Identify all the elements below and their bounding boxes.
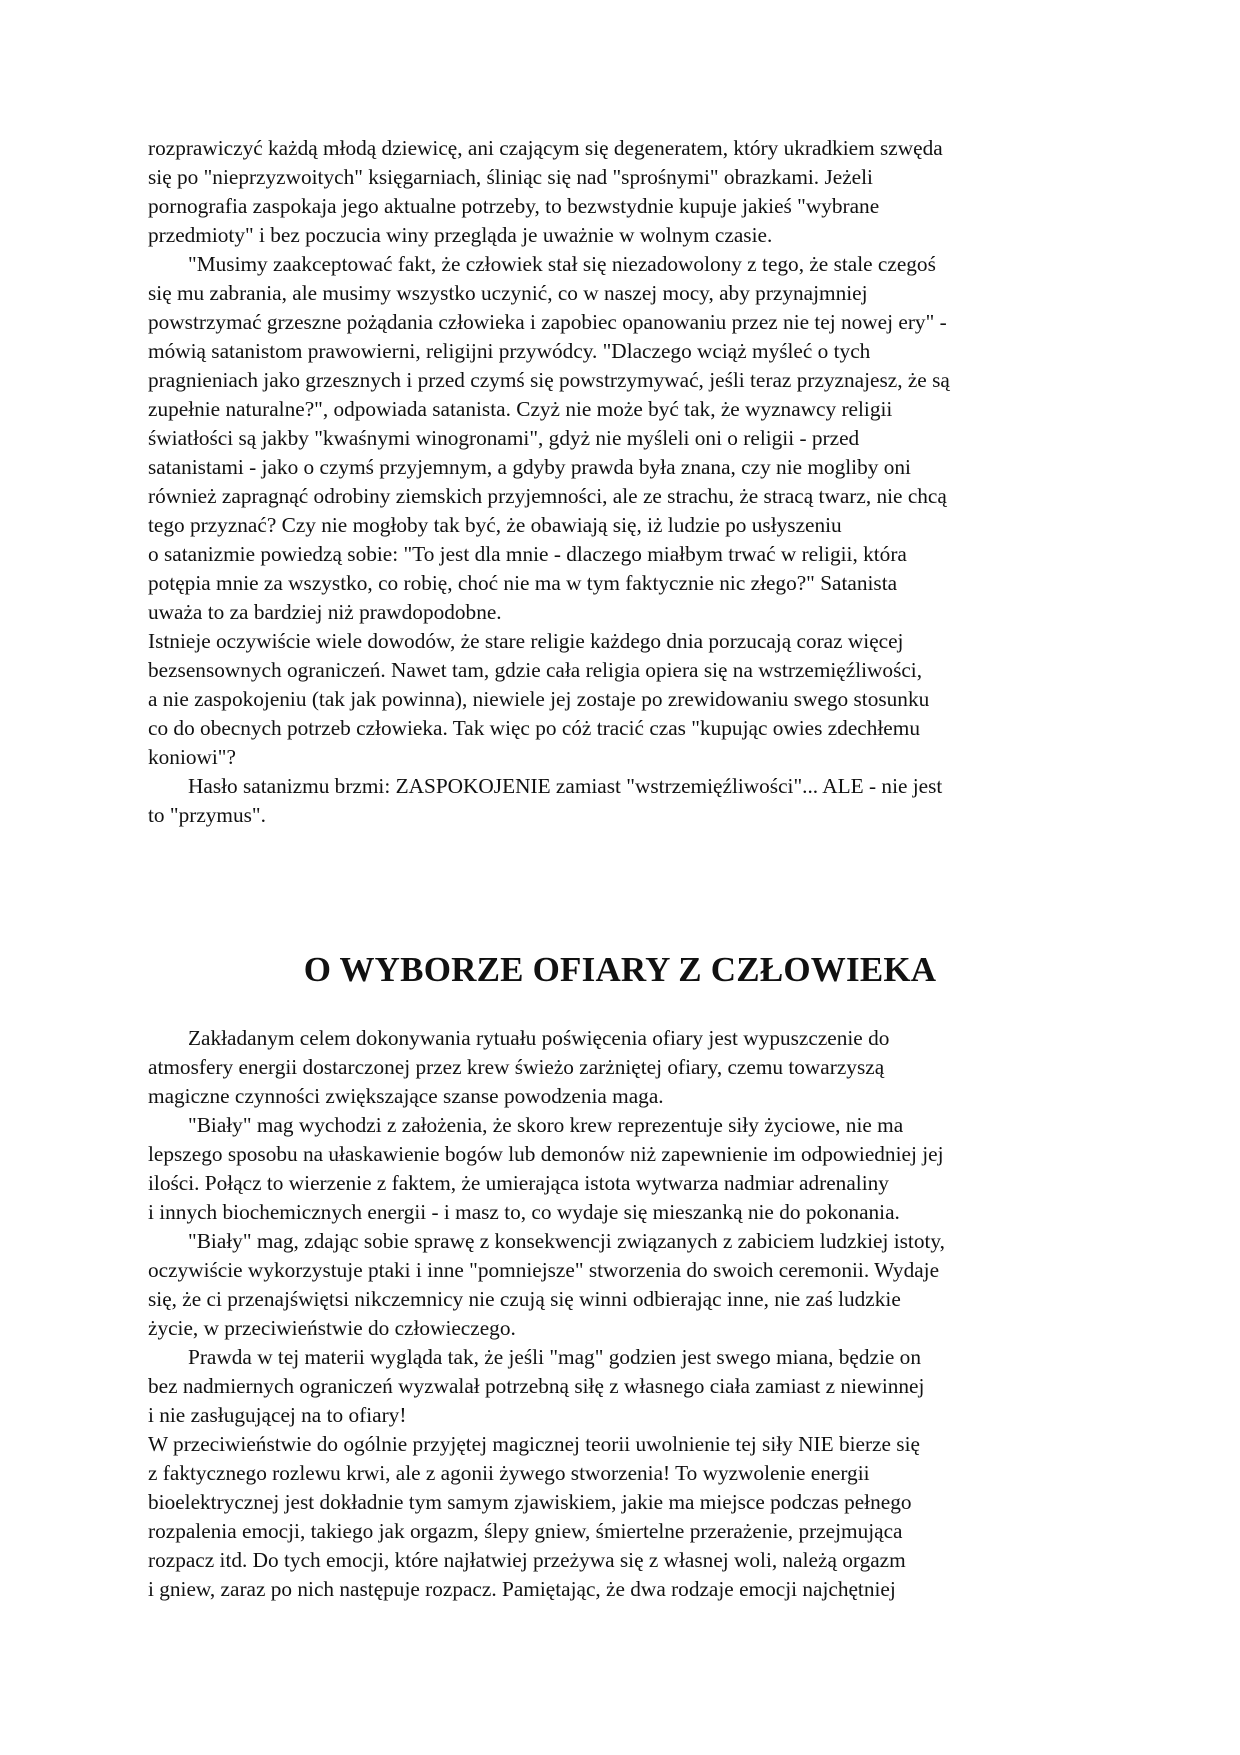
text-line: satanistami - jako o czymś przyjemnym, a gdyby prawda była znana, czy nie mogliby oni	[148, 455, 911, 479]
text-line: powstrzymać grzeszne pożądania człowieka i zapobiec opanowaniu przez nie tej nowej ery" -	[148, 310, 947, 334]
text-line: tego przyznać? Czy nie mogłoby tak być, że obawiają się, iż ludzie po usłyszeniu	[148, 513, 842, 537]
text-line: i nie zasługującej na to ofiary!	[148, 1403, 407, 1427]
text-line: bioelektrycznej jest dokładnie tym samym zjawiskiem, jakie ma miejsce podczas pełnego	[148, 1490, 912, 1514]
text-line: "Biały" mag wychodzi z założenia, że skoro krew reprezentuje siły życiowe, nie ma	[188, 1113, 904, 1137]
text-line: również zapragnąć odrobiny ziemskich przyjemności, ale ze strachu, że stracą twarz, nie chcą	[148, 484, 947, 508]
text-line: co do obecnych potrzeb człowieka. Tak więc po cóż tracić czas "kupując owies zdechłemu	[148, 716, 920, 740]
text-line: mówią satanistom prawowierni, religijni przywódcy. "Dlaczego wciąż myśleć o tych	[148, 339, 871, 363]
text-line: Prawda w tej materii wygląda tak, że jeśli "mag" godzien jest swego miana, będzie on	[188, 1345, 921, 1369]
text-line: rozpalenia emocji, takiego jak orgazm, ślepy gniew, śmiertelne przerażenie, przejmująca	[148, 1519, 903, 1543]
text-line: Istnieje oczywiście wiele dowodów, że stare religie każdego dnia porzucają coraz więcej	[148, 629, 904, 653]
text-line: bez nadmiernych ograniczeń wyzwalał potrzebną siłę z własnego ciała zamiast z niewinnej	[148, 1374, 925, 1398]
text-line: a nie zaspokojeniu (tak jak powinna), niewiele jej zostaje po zrewidowaniu swego stosunku	[148, 687, 930, 711]
text-line: rozprawiczyć każdą młodą dziewicę, ani czającym się degeneratem, który ukradkiem szwęda	[148, 136, 943, 160]
text-line: atmosfery energii dostarczonej przez krew świeżo zarżniętej ofiary, czemu towarzyszą	[148, 1055, 885, 1079]
text-line: przedmioty" i bez poczucia winy przegląda je uważnie w wolnym czasie.	[148, 223, 773, 247]
text-line: się po "nieprzyzwoitych" księgarniach, śliniąc się nad "sprośnymi" obrazkami. Jeżeli	[148, 165, 873, 189]
text-line: uważa to za bardziej niż prawdopodobne.	[148, 600, 502, 624]
text-line: to "przymus".	[148, 803, 266, 827]
text-line: lepszego sposobu na ułaskawienie bogów lub demonów niż zapewnienie im odpowiedniej jej	[148, 1142, 944, 1166]
text-line: i gniew, zaraz po nich następuje rozpacz. Pamiętając, że dwa rodzaje emocji najchętniej	[148, 1577, 896, 1601]
text-line: zupełnie naturalne?", odpowiada satanista. Czyż nie może być tak, że wyznawcy religii	[148, 397, 893, 421]
text-line: "Musimy zaakceptować fakt, że człowiek stał się niezadowolony z tego, że stale czegoś	[188, 252, 936, 276]
text-line: W przeciwieństwie do ogólnie przyjętej magicznej teorii uwolnienie tej siły NIE bierze się	[148, 1432, 920, 1456]
text-line: potępia mnie za wszystko, co robię, choć nie ma w tym faktycznie nic złego?" Satanista	[148, 571, 898, 595]
text-line: bezsensownych ograniczeń. Nawet tam, gdzie cała religia opiera się na wstrzemięźliwości,	[148, 658, 923, 682]
text-line: Zakładanym celem dokonywania rytuału poświęcenia ofiary jest wypuszczenie do	[188, 1026, 890, 1050]
section-heading: O WYBORZE OFIARY Z CZŁOWIEKA	[303, 950, 937, 989]
text-line: życie, w przeciwieństwie do człowieczego.	[148, 1316, 516, 1340]
text-line: rozpacz itd. Do tych emocji, które najłatwiej przeżywa się z własnej woli, należą orgazm	[148, 1548, 906, 1572]
text-line: i innych biochemicznych energii - i masz to, co wydaje się mieszanką nie do pokonania.	[148, 1200, 900, 1224]
text-line: Hasło satanizmu brzmi: ZASPOKOJENIE zamiast "wstrzemięźliwości"... ALE - nie jest	[188, 774, 943, 798]
text-line: ilości. Połącz to wierzenie z faktem, że umierająca istota wytwarza nadmiar adrenaliny	[148, 1171, 889, 1195]
text-line: się, że ci przenajświętsi nikczemnicy nie czują się winni odbierając inne, nie zaś ludzkie	[148, 1287, 901, 1311]
text-line: się mu zabrania, ale musimy wszystko uczynić, co w naszej mocy, aby przynajmniej	[148, 281, 868, 305]
text-line: koniowi"?	[148, 745, 236, 769]
text-line: o satanizmie powiedzą sobie: "To jest dla mnie - dlaczego miałbym trwać w religii, która	[148, 542, 907, 566]
text-line: pornografia zaspokaja jego aktualne potrzeby, to bezwstydnie kupuje jakieś "wybrane	[148, 194, 880, 218]
text-line: z faktycznego rozlewu krwi, ale z agonii żywego stworzenia! To wyzwolenie energii	[148, 1461, 870, 1485]
text-line: magiczne czynności zwiększające szanse powodzenia maga.	[148, 1084, 664, 1108]
text-line: oczywiście wykorzystuje ptaki i inne "pomniejsze" stworzenia do swoich ceremonii. Wydaje	[148, 1258, 940, 1282]
text-line: światłości są jakby "kwaśnymi winogronami", gdyż nie myśleli oni o religii - przed	[148, 426, 860, 450]
text-line: pragnieniach jako grzesznych i przed czymś się powstrzymywać, jeśli teraz przyznajesz, że są	[148, 368, 950, 392]
text-line: "Biały" mag, zdając sobie sprawę z konsekwencji związanych z zabiciem ludzkiej istoty,	[188, 1229, 945, 1253]
